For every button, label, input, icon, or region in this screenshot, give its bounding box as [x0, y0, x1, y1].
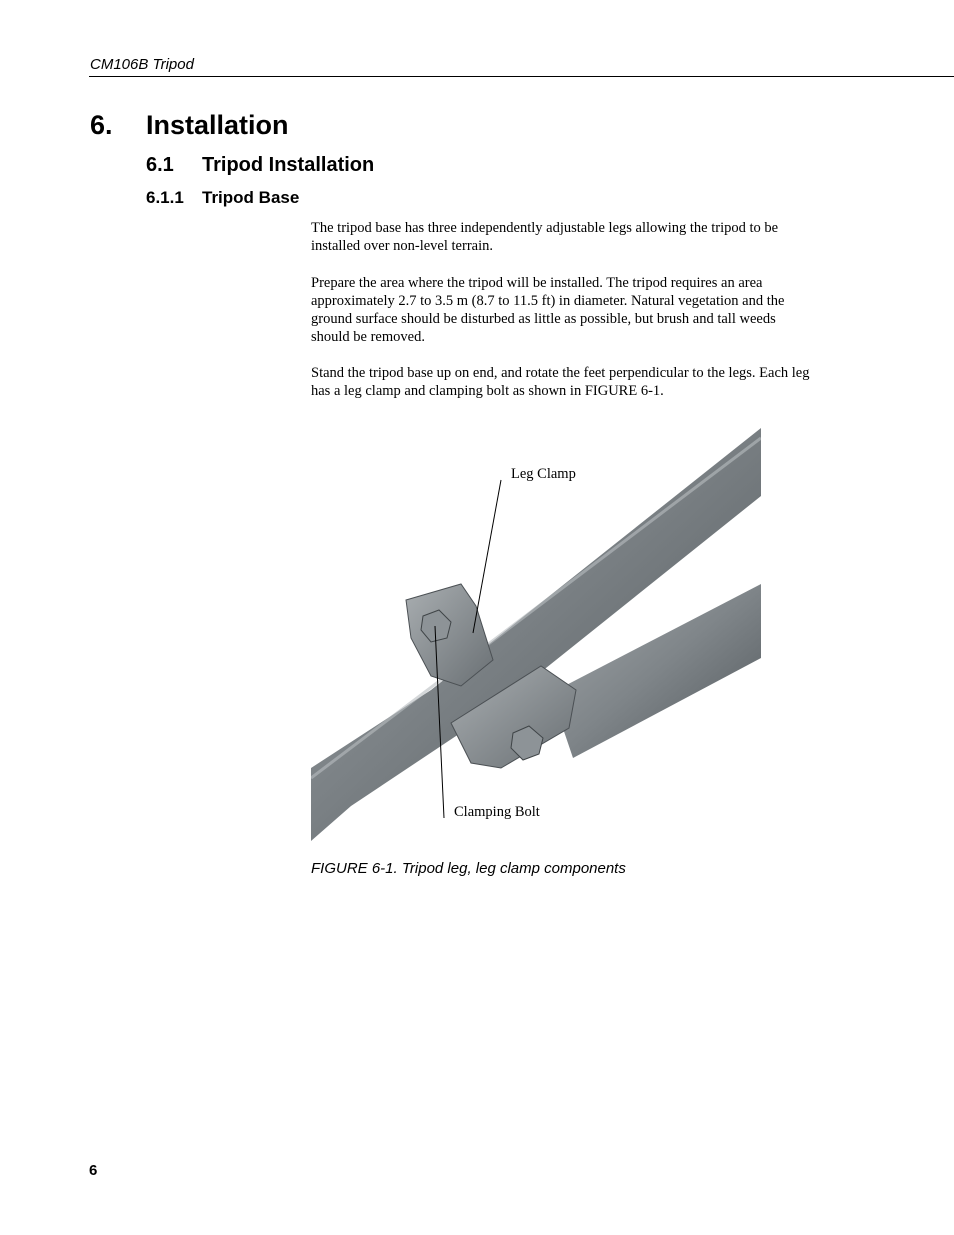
subsubsection-heading	[146, 188, 300, 208]
subsection-heading	[146, 154, 375, 177]
tripod-leg-figure	[311, 428, 761, 843]
header-rule	[89, 76, 954, 77]
subsection-title: Tripod Installation	[202, 154, 375, 176]
paragraph-stand-base: Stand the tripod base up on end, and rotate the feet perpendicular to the legs. Each leg has a leg clamp and clamping bolt as shown in FIGURE 6-1.	[311, 365, 810, 399]
leg-clamp-leader-line	[473, 480, 501, 633]
paragraph-prepare-area: Prepare the area where the tripod will be installed. The tripod requires an area approximately 2.7 to 3.5 m (8.7 to 11.5 ft) in diameter. Natural vegetation and the ground surface should be disturbed as little as possible, but brush and tall weeds should be removed.	[311, 275, 785, 345]
tripod-leg-illustration	[311, 428, 761, 843]
leg-clamp-label: Leg Clamp	[511, 466, 576, 482]
section-number: 6.	[90, 110, 113, 140]
figure-caption: FIGURE 6-1. Tripod leg, leg clamp components	[311, 860, 626, 877]
subsection-number: 6.1	[146, 154, 174, 176]
subsubsection-number: 6.1.1	[146, 188, 184, 207]
page-number: 6	[89, 1162, 98, 1179]
clamping-bolt-label: Clamping Bolt	[454, 804, 540, 820]
leg-clamp	[406, 584, 493, 686]
running-header-title: CM106B Tripod	[90, 56, 194, 73]
section-title: Installation	[146, 110, 289, 140]
paragraph-tripod-legs: The tripod base has three independently adjustable legs allowing the tripod to be installed over non-level terrain.	[311, 220, 779, 254]
subsubsection-title: Tripod Base	[202, 188, 300, 207]
